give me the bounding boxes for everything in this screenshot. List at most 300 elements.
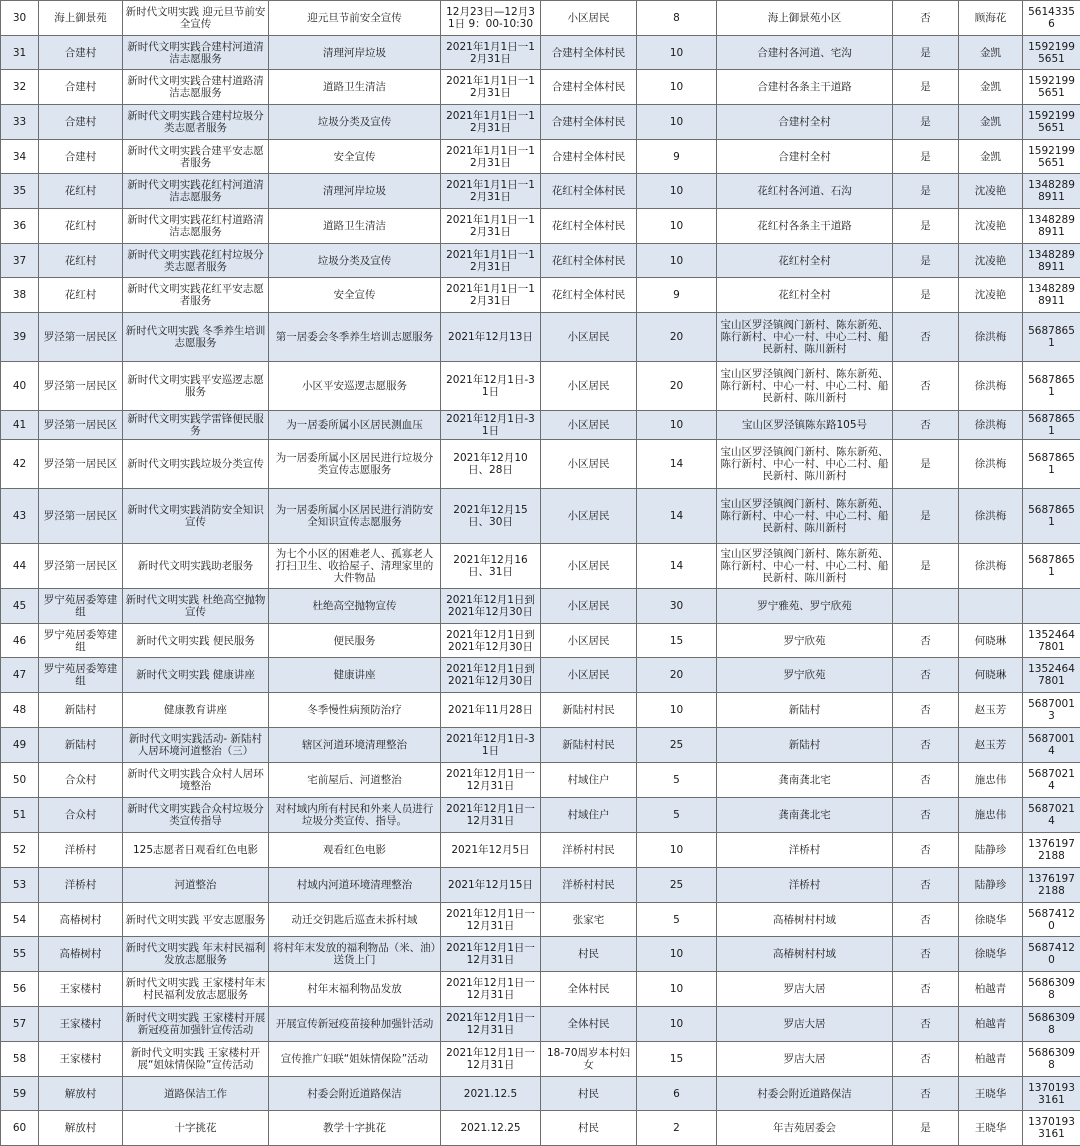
- cell-project: 新时代文明实践 王家楼村开展新冠疫苗加强针宣传活动: [123, 1007, 269, 1042]
- cell-num: 10: [637, 693, 717, 728]
- cell-target: 小区居民: [541, 624, 637, 658]
- cell-contact: 柏越青: [959, 972, 1023, 1007]
- cell-cross: [893, 589, 959, 624]
- cell-content: 小区平安巡逻志愿服务: [269, 362, 441, 411]
- cell-place: 罗宁欣苑: [717, 624, 893, 658]
- cell-place: 罗店大居: [717, 1042, 893, 1077]
- cell-org: 洋桥村: [39, 868, 123, 903]
- cell-project: 新时代文明实践合建平安志愿者服务: [123, 140, 269, 174]
- table-row: [1, 1042, 1080, 1077]
- cell-org: 罗泾第一居民区: [39, 362, 123, 411]
- cell-org: 高椿树村: [39, 903, 123, 937]
- cell-content: 为一居委所属小区居民测血压: [269, 411, 441, 440]
- table-row: [1, 658, 1080, 693]
- cell-target: 村域住户: [541, 763, 637, 798]
- cell-phone: 56863098: [1023, 1042, 1080, 1077]
- cell-no: 35: [1, 174, 39, 209]
- cell-time: 2021年12月1日到2021年12月30日: [441, 658, 541, 693]
- cell-phone: 13482898911: [1023, 209, 1080, 244]
- cell-time: 2021年1月1日一12月31日: [441, 209, 541, 244]
- cell-time: 2021年12月10日、28日: [441, 440, 541, 489]
- cell-target: 洋桥村村民: [541, 833, 637, 868]
- cell-project: 新时代文明实践 平安志愿服务: [123, 903, 269, 937]
- table-row: [1, 624, 1080, 658]
- table-row: [1, 489, 1080, 544]
- table-row: [1, 440, 1080, 489]
- cell-org: 王家楼村: [39, 1042, 123, 1077]
- cell-project: 河道整治: [123, 868, 269, 903]
- cell-project: 新时代文明实践花红村垃圾分类志愿者服务: [123, 244, 269, 278]
- cell-place: 宝山区罗泾镇阀门新村、陈东新苑、陈行新村、中心一村、中心二村、船民新村、陈川新村: [717, 362, 893, 411]
- cell-org: 高椿树村: [39, 937, 123, 972]
- cell-org: 合众村: [39, 763, 123, 798]
- cell-phone: 13761972188: [1023, 868, 1080, 903]
- cell-contact: 施忠伟: [959, 763, 1023, 798]
- cell-num: 15: [637, 1042, 717, 1077]
- cell-cross: 否: [893, 763, 959, 798]
- cell-time: 2021年12月1日到2021年12月30日: [441, 624, 541, 658]
- cell-target: 小区居民: [541, 362, 637, 411]
- cell-time: 2021年12月1日-31日: [441, 362, 541, 411]
- cell-contact: 金凯: [959, 36, 1023, 70]
- cell-contact: 柏越青: [959, 1042, 1023, 1077]
- cell-no: 60: [1, 1111, 39, 1146]
- cell-phone: 15921995651: [1023, 36, 1080, 70]
- cell-org: 花红村: [39, 174, 123, 209]
- cell-phone: 56878651: [1023, 544, 1080, 589]
- cell-target: 合建村全体村民: [541, 105, 637, 140]
- cell-contact: 金凯: [959, 70, 1023, 105]
- cell-project: 新时代文明实践花红平安志愿者服务: [123, 278, 269, 313]
- cell-num: 10: [637, 833, 717, 868]
- cell-org: 罗宁苑居委筹建组: [39, 658, 123, 693]
- cell-content: 观看红色电影: [269, 833, 441, 868]
- cell-phone: 56870013: [1023, 693, 1080, 728]
- cell-org: 合建村: [39, 36, 123, 70]
- cell-content: 宣传推广妇联“姐妹情保险”活动: [269, 1042, 441, 1077]
- cell-project: 新时代文明实践 冬季养生培训志愿服务: [123, 313, 269, 362]
- cell-num: 5: [637, 903, 717, 937]
- cell-place: 花红村全村: [717, 244, 893, 278]
- cell-num: 5: [637, 798, 717, 833]
- cell-place: 海上御景苑小区: [717, 1, 893, 36]
- table-row: [1, 903, 1080, 937]
- cell-num: 14: [637, 440, 717, 489]
- cell-num: 20: [637, 313, 717, 362]
- cell-num: 10: [637, 972, 717, 1007]
- cell-time: 2021.12.5: [441, 1077, 541, 1111]
- cell-content: 清理河岸垃圾: [269, 174, 441, 209]
- cell-no: 53: [1, 868, 39, 903]
- cell-time: 2021年1月1日一12月31日: [441, 278, 541, 313]
- cell-no: 44: [1, 544, 39, 589]
- cell-no: 51: [1, 798, 39, 833]
- cell-target: 村域住户: [541, 798, 637, 833]
- cell-time: 2021年12月13日: [441, 313, 541, 362]
- cell-num: 10: [637, 36, 717, 70]
- cell-target: 合建村全体村民: [541, 70, 637, 105]
- cell-content: 教学十字挑花: [269, 1111, 441, 1146]
- cell-time: 2021年12月1日到2021年12月30日: [441, 589, 541, 624]
- cell-content: 杜绝高空抛物宣传: [269, 589, 441, 624]
- cell-no: 46: [1, 624, 39, 658]
- cell-no: 40: [1, 362, 39, 411]
- cell-org: 罗宁苑居委筹建组: [39, 589, 123, 624]
- cell-org: 新陆村: [39, 728, 123, 763]
- cell-contact: 陆静珍: [959, 833, 1023, 868]
- cell-org: 花红村: [39, 209, 123, 244]
- cell-org: 王家楼村: [39, 1007, 123, 1042]
- cell-phone: 13524647801: [1023, 658, 1080, 693]
- cell-no: 39: [1, 313, 39, 362]
- cell-no: 30: [1, 1, 39, 36]
- cell-content: 村委会附近道路保洁: [269, 1077, 441, 1111]
- cell-no: 52: [1, 833, 39, 868]
- cell-phone: 15921995651: [1023, 70, 1080, 105]
- cell-project: 新时代文明实践 迎元旦节前安全宣传: [123, 1, 269, 36]
- cell-target: 洋桥村村民: [541, 868, 637, 903]
- table-row: [1, 544, 1080, 589]
- cell-org: 花红村: [39, 244, 123, 278]
- cell-time: 2021.12.25: [441, 1111, 541, 1146]
- table-body: [1, 1, 1080, 1146]
- cell-project: 道路保洁工作: [123, 1077, 269, 1111]
- cell-phone: 56143356: [1023, 1, 1080, 36]
- table-row: [1, 763, 1080, 798]
- cell-content: 辖区河道环境清理整治: [269, 728, 441, 763]
- cell-num: 10: [637, 209, 717, 244]
- cell-target: 花红村全体村民: [541, 244, 637, 278]
- cell-time: 2021年1月1日一12月31日: [441, 105, 541, 140]
- cell-cross: 否: [893, 833, 959, 868]
- cell-project: 新时代文明实践助老服务: [123, 544, 269, 589]
- cell-content: 为一居委所属小区居民进行消防安全知识宣传志愿服务: [269, 489, 441, 544]
- cell-phone: 13701933161: [1023, 1077, 1080, 1111]
- cell-content: 为七个小区的困难老人、孤寡老人打扫卫生、收拾屋子、清理家里的大件物品: [269, 544, 441, 589]
- cell-no: 59: [1, 1077, 39, 1111]
- cell-no: 50: [1, 763, 39, 798]
- cell-place: 洋桥村: [717, 868, 893, 903]
- cell-no: 32: [1, 70, 39, 105]
- cell-phone: 15921995651: [1023, 105, 1080, 140]
- cell-project: 新时代文明实践花红村道路清洁志愿服务: [123, 209, 269, 244]
- cell-no: 37: [1, 244, 39, 278]
- cell-time: 2021年12月15日: [441, 868, 541, 903]
- cell-num: 6: [637, 1077, 717, 1111]
- cell-phone: 56863098: [1023, 1007, 1080, 1042]
- cell-phone: 56874120: [1023, 903, 1080, 937]
- cell-cross: 是: [893, 70, 959, 105]
- cell-cross: 否: [893, 798, 959, 833]
- cell-contact: 施忠伟: [959, 798, 1023, 833]
- cell-no: 41: [1, 411, 39, 440]
- cell-project: 新时代文明实践平安巡逻志愿服务: [123, 362, 269, 411]
- cell-no: 45: [1, 589, 39, 624]
- cell-contact: 徐洪梅: [959, 362, 1023, 411]
- cell-time: 2021年12月5日: [441, 833, 541, 868]
- cell-time: 2021年12月1日一12月31日: [441, 1042, 541, 1077]
- table-row: [1, 693, 1080, 728]
- cell-org: 解放村: [39, 1077, 123, 1111]
- cell-content: 将村年末发放的福利物品（米、油）送货上门: [269, 937, 441, 972]
- table-row: [1, 589, 1080, 624]
- cell-place: 罗店大居: [717, 1007, 893, 1042]
- cell-project: 新时代文明实践 年末村民福利发放志愿服务: [123, 937, 269, 972]
- cell-cross: 否: [893, 313, 959, 362]
- cell-contact: 徐洪梅: [959, 489, 1023, 544]
- cell-target: 花红村全体村民: [541, 278, 637, 313]
- cell-place: 花红村各河道、石沟: [717, 174, 893, 209]
- table-row: [1, 362, 1080, 411]
- cell-contact: 赵玉芳: [959, 693, 1023, 728]
- cell-project: 新时代文明实践合建村垃圾分类志愿者服务: [123, 105, 269, 140]
- cell-contact: 沈凌艳: [959, 244, 1023, 278]
- cell-no: 57: [1, 1007, 39, 1042]
- cell-contact: 王晓华: [959, 1077, 1023, 1111]
- cell-content: 迎元旦节前安全宣传: [269, 1, 441, 36]
- cell-num: 15: [637, 624, 717, 658]
- cell-cross: 否: [893, 362, 959, 411]
- cell-place: 合建村各河道、宅沟: [717, 36, 893, 70]
- cell-phone: 13701933161: [1023, 1111, 1080, 1146]
- cell-place: 新陆村: [717, 693, 893, 728]
- cell-project: 新时代文明实践合众村人居环境整治: [123, 763, 269, 798]
- cell-phone: 56870214: [1023, 798, 1080, 833]
- cell-project: 新时代文明实践 便民服务: [123, 624, 269, 658]
- cell-project: 新时代文明实践活动- 新陆村人居环境河道整治（三）: [123, 728, 269, 763]
- cell-content: 垃圾分类及宣传: [269, 244, 441, 278]
- cell-cross: 否: [893, 972, 959, 1007]
- cell-content: 对村域内所有村民和外来人员进行垃圾分类宣传、指导。: [269, 798, 441, 833]
- cell-num: 9: [637, 140, 717, 174]
- cell-contact: 沈凌艳: [959, 278, 1023, 313]
- cell-contact: 沈凌艳: [959, 174, 1023, 209]
- cell-num: 10: [637, 244, 717, 278]
- cell-org: 花红村: [39, 278, 123, 313]
- cell-phone: [1023, 589, 1080, 624]
- cell-cross: 是: [893, 489, 959, 544]
- cell-cross: 是: [893, 140, 959, 174]
- cell-num: 10: [637, 70, 717, 105]
- cell-content: 安全宣传: [269, 278, 441, 313]
- cell-contact: [959, 589, 1023, 624]
- cell-contact: 徐洪梅: [959, 440, 1023, 489]
- cell-phone: 56878651: [1023, 411, 1080, 440]
- table-row: [1, 36, 1080, 70]
- cell-num: 14: [637, 544, 717, 589]
- cell-org: 罗宁苑居委筹建组: [39, 624, 123, 658]
- table-row: [1, 174, 1080, 209]
- table-row: [1, 70, 1080, 105]
- cell-org: 罗泾第一居民区: [39, 440, 123, 489]
- cell-no: 55: [1, 937, 39, 972]
- cell-num: 20: [637, 362, 717, 411]
- cell-place: 新陆村: [717, 728, 893, 763]
- cell-content: 村年末福利物品发放: [269, 972, 441, 1007]
- cell-num: 10: [637, 105, 717, 140]
- cell-num: 10: [637, 174, 717, 209]
- cell-target: 张家宅: [541, 903, 637, 937]
- cell-cross: 否: [893, 868, 959, 903]
- cell-org: 罗泾第一居民区: [39, 489, 123, 544]
- cell-time: 12月23日—12月31日 9：00-10:30: [441, 1, 541, 36]
- cell-no: 47: [1, 658, 39, 693]
- cell-place: 合建村全村: [717, 140, 893, 174]
- cell-num: 2: [637, 1111, 717, 1146]
- cell-project: 新时代文明实践合建村河道清洁志愿服务: [123, 36, 269, 70]
- cell-target: 新陆村村民: [541, 693, 637, 728]
- cell-place: 罗宁欣苑: [717, 658, 893, 693]
- cell-cross: 否: [893, 937, 959, 972]
- cell-target: 小区居民: [541, 440, 637, 489]
- cell-phone: 56870014: [1023, 728, 1080, 763]
- cell-project: 125志愿者日观看红色电影: [123, 833, 269, 868]
- cell-cross: 是: [893, 1111, 959, 1146]
- cell-num: 9: [637, 278, 717, 313]
- table-row: [1, 1007, 1080, 1042]
- cell-content: 村域内河道环境清理整治: [269, 868, 441, 903]
- cell-project: 新时代文明实践 王家楼村开展“姐妹情保险”宣传活动: [123, 1042, 269, 1077]
- table-row: [1, 140, 1080, 174]
- cell-time: 2021年12月15日、30日: [441, 489, 541, 544]
- table-row: [1, 798, 1080, 833]
- cell-num: 30: [637, 589, 717, 624]
- cell-num: 25: [637, 868, 717, 903]
- cell-no: 43: [1, 489, 39, 544]
- cell-content: 第一居委会冬季养生培训志愿服务: [269, 313, 441, 362]
- cell-content: 动迁交钥匙后巡查未拆村域: [269, 903, 441, 937]
- cell-content: 道路卫生清洁: [269, 70, 441, 105]
- cell-no: 56: [1, 972, 39, 1007]
- table-row: [1, 937, 1080, 972]
- cell-contact: 赵玉芳: [959, 728, 1023, 763]
- cell-contact: 徐晓华: [959, 937, 1023, 972]
- cell-target: 合建村全体村民: [541, 36, 637, 70]
- cell-content: 垃圾分类及宣传: [269, 105, 441, 140]
- table-row: [1, 313, 1080, 362]
- cell-content: 宅前屋后、河道整治: [269, 763, 441, 798]
- cell-cross: 否: [893, 1042, 959, 1077]
- cell-org: 王家楼村: [39, 972, 123, 1007]
- cell-phone: 56863098: [1023, 972, 1080, 1007]
- cell-contact: 何晓琳: [959, 658, 1023, 693]
- cell-target: 小区居民: [541, 489, 637, 544]
- cell-num: 5: [637, 763, 717, 798]
- cell-place: 花红村各条主干道路: [717, 209, 893, 244]
- cell-content: 安全宣传: [269, 140, 441, 174]
- cell-phone: 15921995651: [1023, 140, 1080, 174]
- table-row: [1, 972, 1080, 1007]
- cell-target: 全体村民: [541, 972, 637, 1007]
- cell-cross: 否: [893, 1, 959, 36]
- cell-num: 25: [637, 728, 717, 763]
- cell-time: 2021年12月1日一12月31日: [441, 972, 541, 1007]
- cell-time: 2021年12月1日一12月31日: [441, 798, 541, 833]
- cell-time: 2021年11月28日: [441, 693, 541, 728]
- cell-place: 村委会附近道路保洁: [717, 1077, 893, 1111]
- cell-place: 宝山区罗泾镇阀门新村、陈东新苑、陈行新村、中心一村、中心二村、船民新村、陈川新村: [717, 489, 893, 544]
- cell-cross: 是: [893, 36, 959, 70]
- cell-no: 48: [1, 693, 39, 728]
- cell-time: 2021年1月1日一12月31日: [441, 70, 541, 105]
- cell-project: 新时代文明实践垃圾分类宣传: [123, 440, 269, 489]
- cell-target: 小区居民: [541, 313, 637, 362]
- cell-phone: 56878651: [1023, 313, 1080, 362]
- cell-org: 合建村: [39, 105, 123, 140]
- cell-project: 新时代文明实践 健康讲座: [123, 658, 269, 693]
- cell-project: 十字挑花: [123, 1111, 269, 1146]
- cell-target: 小区居民: [541, 658, 637, 693]
- cell-place: 罗宁雅苑、罗宁欣苑: [717, 589, 893, 624]
- cell-no: 54: [1, 903, 39, 937]
- cell-cross: 是: [893, 209, 959, 244]
- table-row: [1, 728, 1080, 763]
- cell-project: 新时代文明实践花红村河道清洁志愿服务: [123, 174, 269, 209]
- cell-target: 小区居民: [541, 1, 637, 36]
- cell-place: 年吉苑居委会: [717, 1111, 893, 1146]
- cell-target: 小区居民: [541, 589, 637, 624]
- cell-no: 38: [1, 278, 39, 313]
- cell-time: 2021年1月1日一12月31日: [441, 174, 541, 209]
- cell-num: 20: [637, 658, 717, 693]
- cell-time: 2021年12月1日-31日: [441, 728, 541, 763]
- cell-contact: 金凯: [959, 105, 1023, 140]
- table-row: [1, 833, 1080, 868]
- table-row: [1, 411, 1080, 440]
- cell-num: 14: [637, 489, 717, 544]
- cell-project: 新时代文明实践学雷锋便民服务: [123, 411, 269, 440]
- cell-num: 10: [637, 1007, 717, 1042]
- cell-contact: 陆静珍: [959, 868, 1023, 903]
- cell-cross: 是: [893, 544, 959, 589]
- cell-org: 洋桥村: [39, 833, 123, 868]
- cell-contact: 徐洪梅: [959, 313, 1023, 362]
- cell-phone: 56870214: [1023, 763, 1080, 798]
- cell-org: 罗泾第一居民区: [39, 544, 123, 589]
- cell-time: 2021年12月16日、31日: [441, 544, 541, 589]
- cell-place: 宝山区罗泾镇阀门新村、陈东新苑、陈行新村、中心一村、中心二村、船民新村、陈川新村: [717, 313, 893, 362]
- cell-cross: 是: [893, 174, 959, 209]
- cell-project: 新时代文明实践 杜绝高空抛物宣传: [123, 589, 269, 624]
- cell-cross: 是: [893, 244, 959, 278]
- cell-org: 罗泾第一居民区: [39, 313, 123, 362]
- cell-target: 花红村全体村民: [541, 174, 637, 209]
- cell-target: 18-70周岁本村妇女: [541, 1042, 637, 1077]
- cell-time: 2021年1月1日一12月31日: [441, 244, 541, 278]
- cell-target: 小区居民: [541, 411, 637, 440]
- cell-org: 合建村: [39, 140, 123, 174]
- cell-time: 2021年1月1日一12月31日: [441, 36, 541, 70]
- cell-cross: 否: [893, 728, 959, 763]
- cell-contact: 沈凌艳: [959, 209, 1023, 244]
- cell-place: 龚南龚北宅: [717, 763, 893, 798]
- cell-time: 2021年12月1日一12月31日: [441, 1007, 541, 1042]
- table-row: [1, 209, 1080, 244]
- cell-cross: 否: [893, 903, 959, 937]
- cell-phone: 13482898911: [1023, 174, 1080, 209]
- cell-place: 宝山区罗泾镇阀门新村、陈东新苑、陈行新村、中心一村、中心二村、船民新村、陈川新村: [717, 544, 893, 589]
- cell-target: 村民: [541, 1077, 637, 1111]
- cell-content: 为一居委所属小区居民进行垃圾分类宣传志愿服务: [269, 440, 441, 489]
- cell-place: 龚南龚北宅: [717, 798, 893, 833]
- cell-no: 58: [1, 1042, 39, 1077]
- table-row: [1, 105, 1080, 140]
- cell-no: 34: [1, 140, 39, 174]
- cell-org: 合建村: [39, 70, 123, 105]
- cell-target: 村民: [541, 937, 637, 972]
- cell-time: 2021年12月1日一12月31日: [441, 763, 541, 798]
- cell-org: 海上御景苑: [39, 1, 123, 36]
